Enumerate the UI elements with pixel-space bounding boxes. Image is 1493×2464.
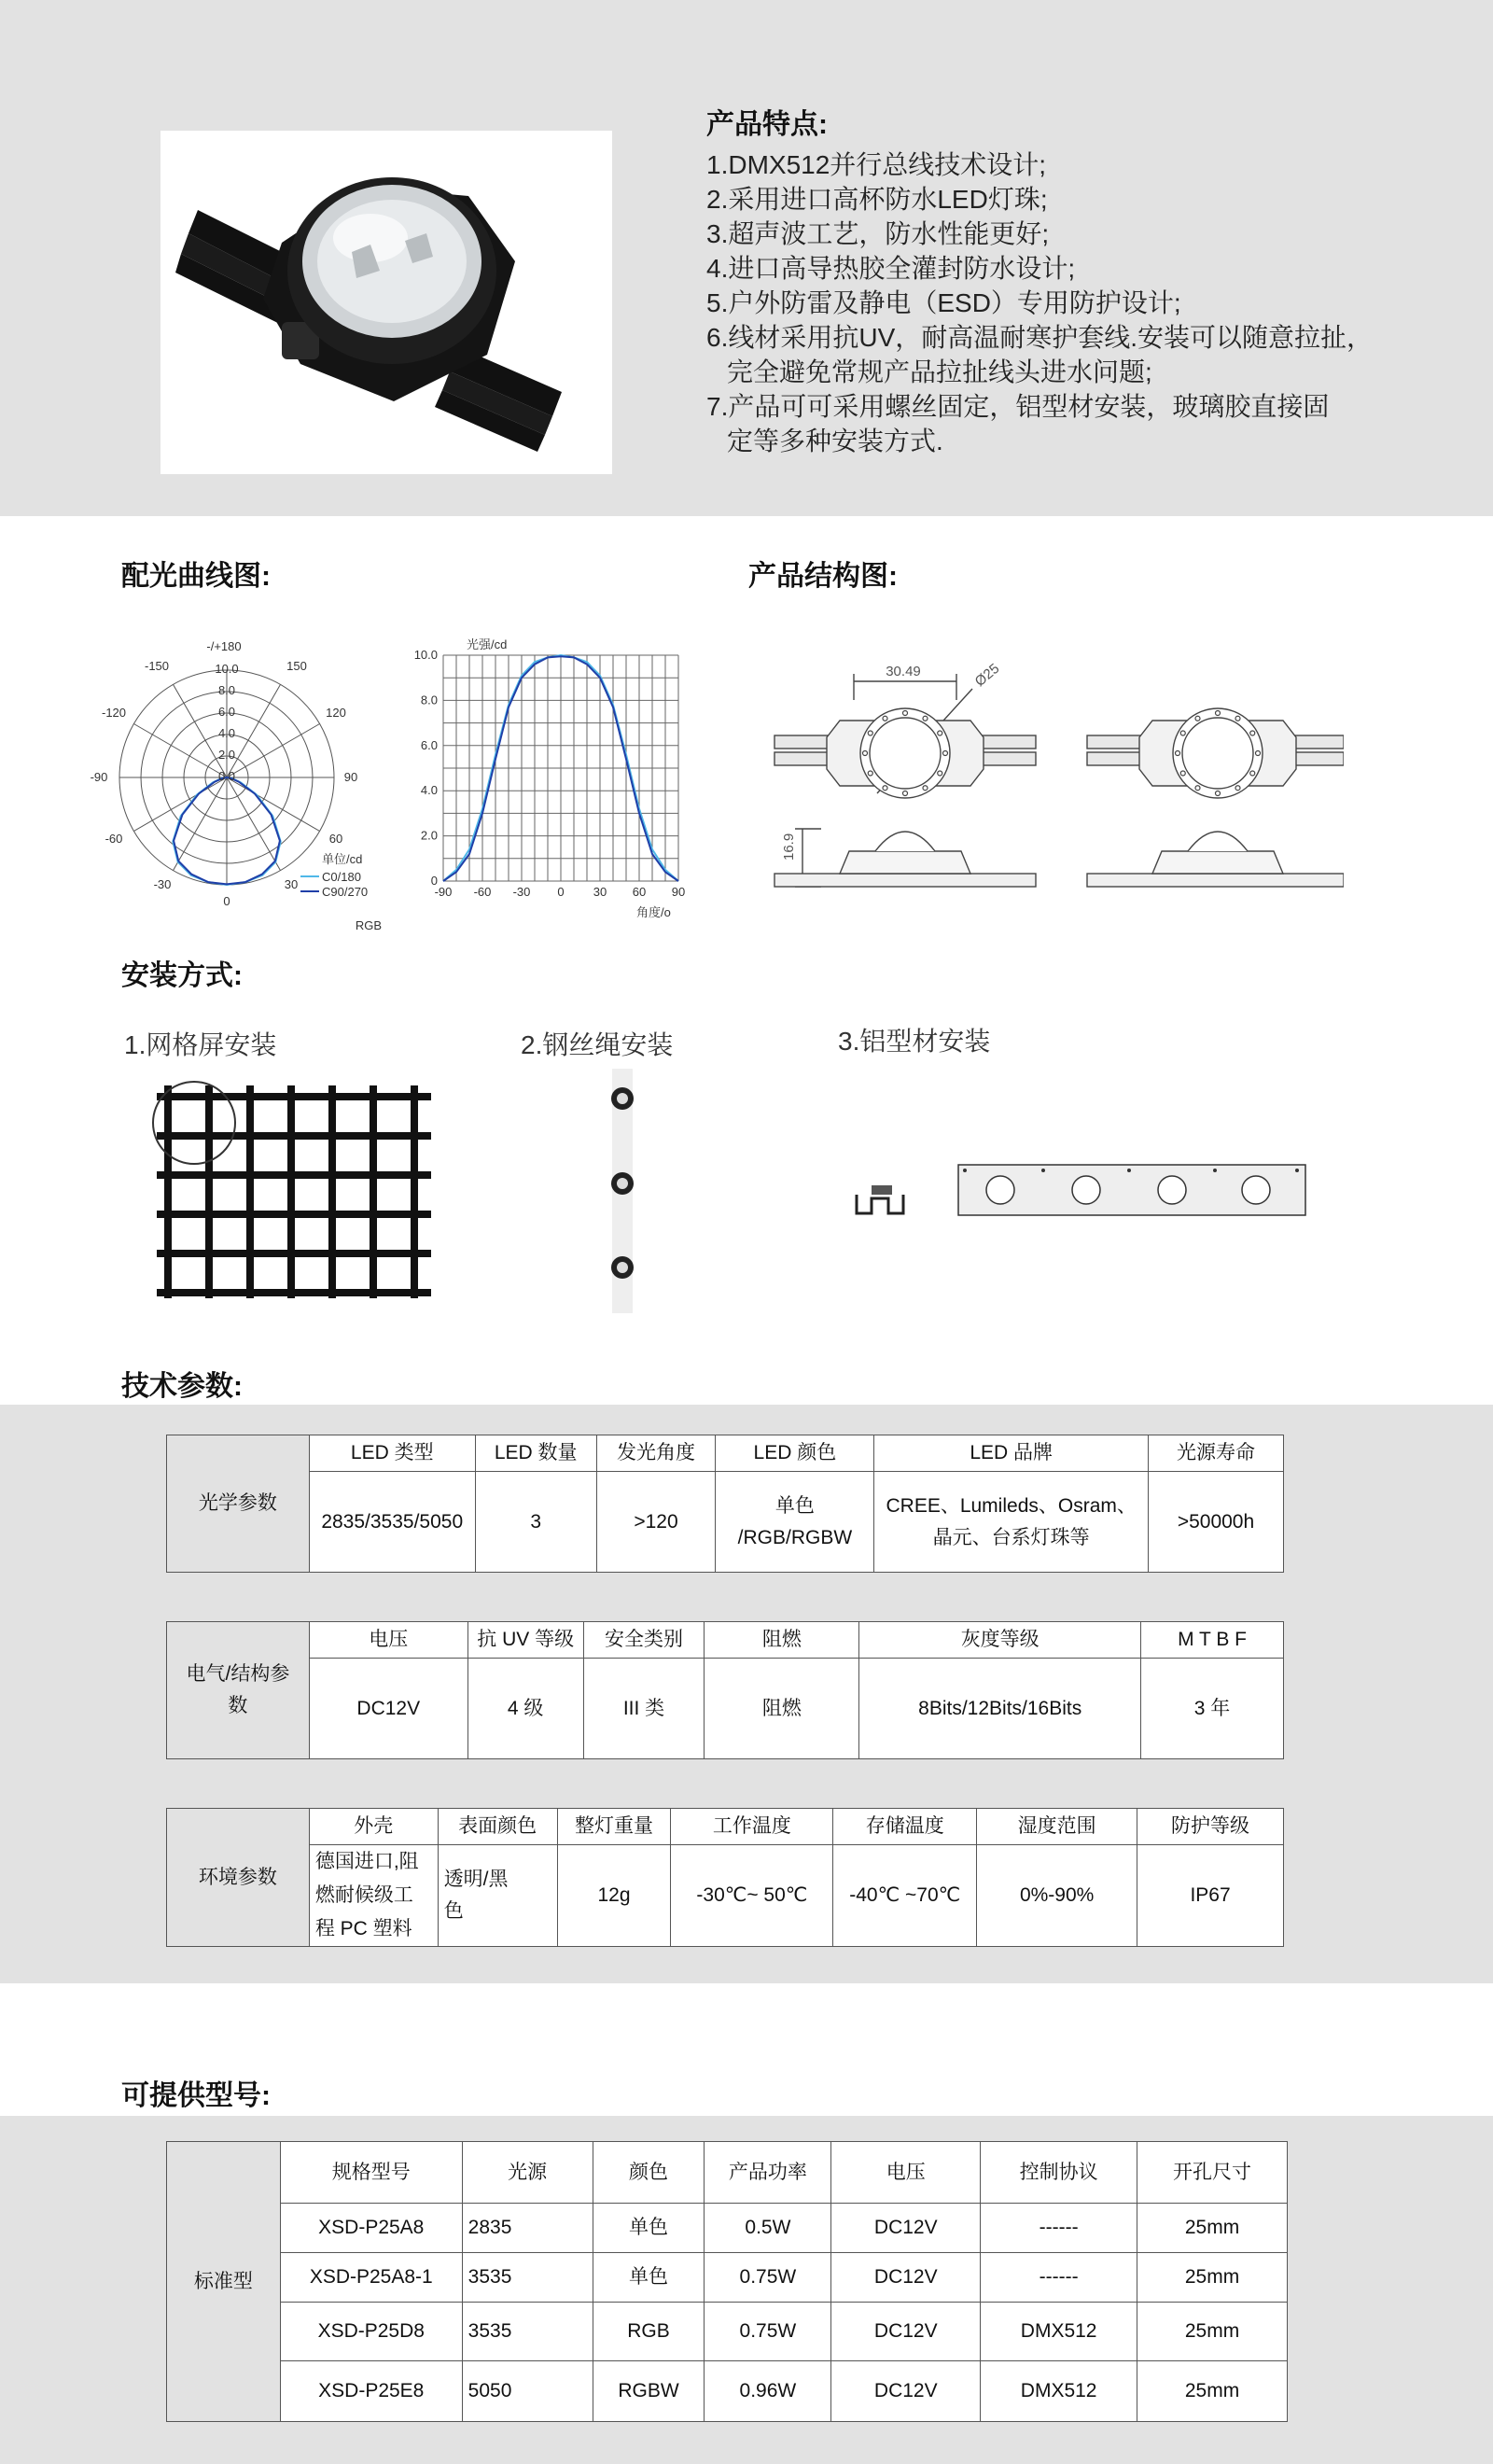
table-cell: >50000h	[1149, 1472, 1284, 1573]
table-header: 抗 UV 等级	[467, 1622, 583, 1659]
feature-line: 2.采用进口高杯防水LED灯珠;	[706, 185, 1048, 214]
polar-caption: RGB	[355, 918, 383, 932]
table-header: 电压	[831, 2142, 981, 2204]
table-cell: 单色	[593, 2204, 705, 2253]
table-header: 光源寿命	[1149, 1435, 1284, 1472]
table-cell: 单色 /RGB/RGBW	[716, 1472, 874, 1573]
install-title: 安装方式:	[121, 960, 243, 991]
rivet	[1195, 786, 1200, 791]
intensity-chart	[401, 635, 700, 924]
feature-line: 5.户外防雷及静电（ESD）专用防护设计;	[706, 288, 1181, 317]
table-header: 发光角度	[596, 1435, 716, 1472]
features-title: 产品特点:	[706, 109, 828, 140]
polar-top-label: -/+180	[206, 639, 242, 653]
rivet	[1195, 716, 1200, 721]
install-method-wire: 2.钢丝绳安装	[521, 1030, 674, 1059]
wire-install-diagram	[588, 1069, 663, 1316]
table-cell: 2835	[462, 2204, 593, 2253]
table-cell: IP67	[1137, 1845, 1284, 1947]
table-row	[167, 2303, 1288, 2361]
polar-angle-label: 30	[284, 877, 299, 891]
table-cell: 25mm	[1137, 2303, 1288, 2361]
rivet	[1176, 751, 1180, 756]
rivet	[923, 786, 928, 791]
rivet	[903, 791, 908, 796]
y-tick-label: 8.0	[420, 693, 438, 707]
table-cell: RGBW	[593, 2361, 705, 2422]
table-cell: -30℃~ 50℃	[671, 1845, 833, 1947]
table-cell: 25mm	[1137, 2361, 1288, 2422]
table-cell: 德国进口,阻 燃耐候级工 程 PC 塑料	[309, 1845, 438, 1947]
table-header: 湿度范围	[977, 1809, 1137, 1845]
polar-radial-label: 8.0	[217, 683, 236, 697]
environment-label: 环境参数	[167, 1809, 310, 1947]
x-tick-label: 30	[593, 885, 607, 899]
table-cell: DC12V	[831, 2204, 981, 2253]
y-tick-label: 4.0	[420, 783, 438, 798]
feature-line: 定等多种安装方式.	[727, 427, 943, 455]
x-tick-label: -60	[473, 885, 492, 899]
table-cell: -40℃ ~70℃	[833, 1845, 977, 1947]
table-cell: 0.96W	[705, 2361, 831, 2422]
optical-table	[166, 1435, 1284, 1573]
polar-legend-c0: C0/180	[322, 870, 361, 884]
rivet	[1250, 771, 1255, 776]
table-cell: RGB	[593, 2303, 705, 2361]
table-cell: DMX512	[981, 2303, 1137, 2361]
electrical-table	[166, 1621, 1284, 1759]
polar-radial-label: 0.0	[217, 769, 236, 783]
profile-install-diagram	[851, 1157, 1308, 1223]
polar-spoke	[133, 724, 227, 778]
table-cell: DC12V	[831, 2303, 981, 2361]
table-cell: 阻燃	[705, 1659, 859, 1759]
y-tick-label: 0	[430, 874, 438, 888]
table-header: LED 类型	[309, 1435, 475, 1472]
grid-install-diagram	[149, 1078, 439, 1307]
table-header: 阻燃	[705, 1622, 859, 1659]
y-tick-label: 2.0	[420, 828, 438, 843]
polar-angle-label: -60	[105, 832, 123, 846]
rivet	[863, 751, 868, 756]
table-cell: 25mm	[1137, 2253, 1288, 2303]
rivet	[1256, 751, 1261, 756]
table-cell: CREE、Lumileds、Osram、 晶元、台系灯珠等	[874, 1472, 1149, 1573]
polar-angle-label: -150	[144, 659, 170, 673]
table-header: 规格型号	[280, 2142, 462, 2204]
polar-radial-label: 6.0	[217, 705, 236, 719]
table-cell: 0.75W	[705, 2303, 831, 2361]
table-cell: III 类	[583, 1659, 705, 1759]
table-header: 整灯重量	[557, 1809, 671, 1845]
rivet	[1180, 771, 1185, 776]
dim-height: 16.9	[781, 833, 797, 861]
x-tick-label: -30	[512, 885, 531, 899]
table-header: LED 颜色	[716, 1435, 874, 1472]
polar-radial-label: 4.0	[217, 726, 236, 740]
rivet	[1216, 791, 1221, 796]
product-photo	[160, 131, 612, 474]
rivet	[1235, 716, 1240, 721]
table-header: 防护等级	[1137, 1809, 1284, 1845]
table-cell: DC12V	[831, 2253, 981, 2303]
table-header: 电压	[309, 1622, 467, 1659]
polar-chart	[84, 635, 420, 943]
table-cell: XSD-P25A8-1	[280, 2253, 462, 2303]
table-cell: 8Bits/12Bits/16Bits	[859, 1659, 1141, 1759]
table-cell: >120	[596, 1472, 716, 1573]
polar-radial-label: 10.0	[215, 662, 239, 676]
table-cell: 3	[475, 1472, 596, 1573]
table-header: 工作温度	[671, 1809, 833, 1845]
table-cell: XSD-P25A8	[280, 2204, 462, 2253]
structure-title: 产品结构图:	[748, 561, 898, 592]
feature-line: 3.超声波工艺，防水性能更好;	[706, 219, 1050, 248]
models-table	[166, 2141, 1288, 2422]
table-header: 开孔尺寸	[1137, 2142, 1288, 2204]
rivet	[938, 731, 942, 735]
rivet	[1180, 731, 1185, 735]
table-header: 存储温度	[833, 1809, 977, 1845]
x-tick-label: 90	[671, 885, 686, 899]
rivet	[938, 771, 942, 776]
table-cell: ------	[981, 2204, 1137, 2253]
table-cell: 3535	[462, 2253, 593, 2303]
table-row	[167, 2253, 1288, 2303]
polar-angle-label: -90	[90, 770, 108, 784]
table-cell: XSD-P25E8	[280, 2361, 462, 2422]
polar-radial-label: 2.0	[217, 748, 236, 762]
polar-angle-label: -120	[101, 706, 127, 720]
tech-title: 技术参数:	[121, 1371, 243, 1402]
optical-label: 光学参数	[167, 1435, 310, 1573]
feature-line: 4.进口高导热胶全灌封防水设计;	[706, 254, 1076, 283]
structure-drawing	[765, 653, 1344, 905]
install-method-profile: 3.铝型材安装	[838, 1027, 991, 1056]
polar-angle-label: 60	[328, 832, 343, 846]
rivet	[923, 716, 928, 721]
table-header: 灰度等级	[859, 1622, 1141, 1659]
table-cell: 2835/3535/5050	[309, 1472, 475, 1573]
environment-table	[166, 1808, 1284, 1947]
polar-spoke	[227, 724, 320, 778]
rivet	[1235, 786, 1240, 791]
rivet	[868, 731, 872, 735]
polar-legend-c90: C90/270	[322, 885, 369, 899]
table-header: 控制协议	[981, 2142, 1137, 2204]
features-list	[706, 147, 1373, 458]
polar-angle-label: 150	[286, 659, 307, 673]
table-row	[167, 2361, 1288, 2422]
polar-angle-label: 120	[326, 706, 346, 720]
table-cell: XSD-P25D8	[280, 2303, 462, 2361]
feature-line: 完全避免常规产品拉扯线头进水问题;	[727, 357, 1152, 386]
table-cell: 12g	[557, 1845, 671, 1947]
table-header: M T B F	[1141, 1622, 1284, 1659]
table-cell: 透明/黑 色	[438, 1845, 557, 1947]
table-cell: DC12V	[309, 1659, 467, 1759]
install-method-grid: 1.网格屏安装	[124, 1030, 277, 1059]
table-header: LED 数量	[475, 1435, 596, 1472]
rivet	[883, 786, 887, 791]
table-cell: DMX512	[981, 2361, 1137, 2422]
table-header: 颜色	[593, 2142, 705, 2204]
rivet	[903, 711, 908, 716]
table-cell: 0.75W	[705, 2253, 831, 2303]
polar-angle-label: -30	[153, 877, 172, 891]
x-tick-label: -90	[434, 885, 453, 899]
table-cell: 25mm	[1137, 2204, 1288, 2253]
y-tick-label: 10.0	[413, 648, 438, 662]
table-cell: 单色	[593, 2253, 705, 2303]
rivet	[1216, 711, 1221, 716]
dim-diameter: Ø25	[971, 660, 1003, 691]
table-header: 产品功率	[705, 2142, 831, 2204]
table-cell: 0.5W	[705, 2204, 831, 2253]
feature-line: 7.产品可可采用螺丝固定，铝型材安装，玻璃胶直接固	[706, 392, 1330, 421]
table-cell: 3 年	[1141, 1659, 1284, 1759]
polar-unit-label: 单位/cd	[322, 852, 363, 866]
table-cell: 3535	[462, 2303, 593, 2361]
chart-ylabel: 光强/cd	[467, 637, 508, 651]
electrical-label: 电气/结构参 数	[167, 1622, 310, 1759]
x-tick-label: 0	[557, 885, 565, 899]
polar-angle-label: 90	[343, 770, 358, 784]
models-group-label: 标准型	[167, 2142, 281, 2422]
feature-line: 1.DMX512并行总线技术设计;	[706, 150, 1047, 179]
table-cell: DC12V	[831, 2361, 981, 2422]
chart-xlabel: 角度/o	[636, 905, 671, 919]
table-cell: 5050	[462, 2361, 593, 2422]
light-curve-title: 配光曲线图:	[121, 561, 271, 592]
y-tick-label: 6.0	[420, 737, 438, 752]
rivet	[943, 751, 948, 756]
table-cell: ------	[981, 2253, 1137, 2303]
rivet	[883, 716, 887, 721]
models-title: 可提供型号:	[121, 2080, 271, 2111]
x-tick-label: 60	[632, 885, 647, 899]
dim-width: 30.49	[886, 664, 921, 679]
table-cell: 0%-90%	[977, 1845, 1137, 1947]
table-header: LED 品牌	[874, 1435, 1149, 1472]
rivet	[868, 771, 872, 776]
table-header: 安全类别	[583, 1622, 705, 1659]
table-header: 光源	[462, 2142, 593, 2204]
table-cell: 4 级	[467, 1659, 583, 1759]
rivet	[1250, 731, 1255, 735]
table-header: 外壳	[309, 1809, 438, 1845]
feature-line: 6.线材采用抗UV，耐高温耐寒护套线.安装可以随意拉扯，	[706, 323, 1374, 352]
table-header: 表面颜色	[438, 1809, 557, 1845]
table-row	[167, 2204, 1288, 2253]
polar-angle-label: 0	[223, 894, 230, 908]
